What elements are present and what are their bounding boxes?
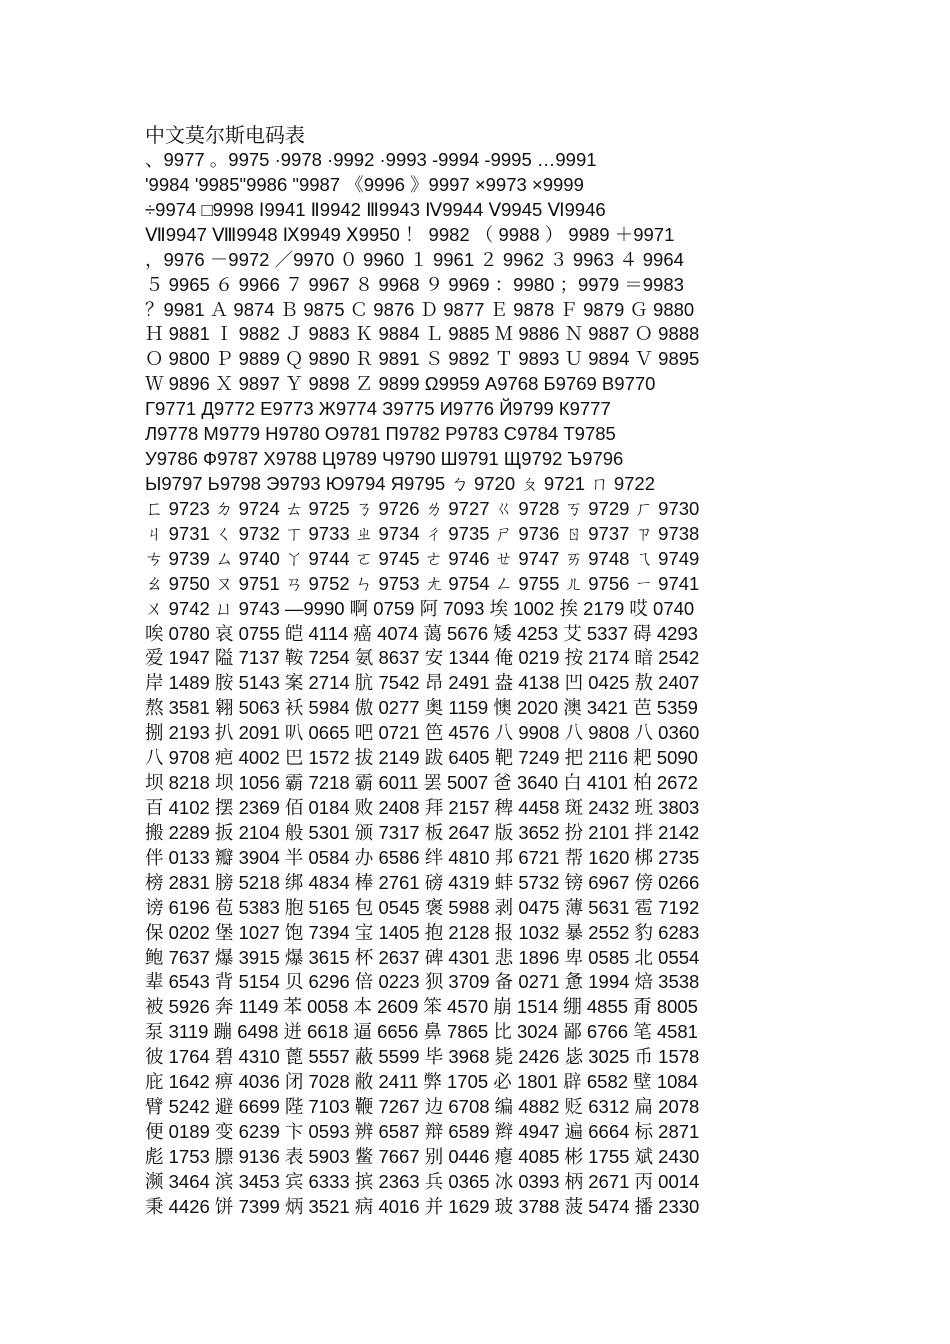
code-table-line: ㄘ 9739 ㄙ 9740 ㄚ 9744 ㄛ 9745 ㄜ 9746 ㄝ 9747 ㄞ 9748 ㄟ 9749 (145, 547, 700, 569)
code-table-line: 便 0189 变 6239 卞 0593 辨 6587 辩 6589 辫 4947 遍 6664 标 2871 (145, 1120, 700, 1142)
code-table-line: 被 5926 奔 1149 苯 0058 本 2609 笨 4570 崩 1514 绷 4855 甭 8005 (145, 996, 698, 1018)
code-table-line: 唉 0780 哀 0755 皑 4114 癌 4074 蔼 5676 矮 4253 艾 5337 碍 4293 (145, 622, 698, 644)
code-table-line: 坝 8218 坝 1056 霸 7218 霸 6011 罢 5007 爸 3640 白 4101 柏 2672 (145, 772, 698, 794)
code-table-line: 伴 0133 瓣 3904 半 0584 办 6586 绊 4810 邦 6721 帮 1620 梆 2735 (145, 846, 700, 868)
code-table-line: Ⅶ9947 Ⅷ9948 Ⅸ9949 Ⅹ9950 ！ 9982 （ 9988 ） 9989 ＋9971 (145, 223, 675, 245)
code-table-line: 谤 6196 苞 5383 胞 5165 包 0545 褒 5988 剥 0475 薄 5631 雹 7192 (145, 896, 700, 918)
code-table-line: 熬 3581 翱 5063 袄 5984 傲 0277 奥 1159 懊 2020 澳 3421 芭 5359 (145, 697, 698, 719)
code-table-line: Ｈ 9881 Ｉ 9882 Ｊ 9883 Ｋ 9884 Ｌ 9885 Ｍ 9886 Ｎ 9887 Ｏ 9888 (145, 323, 700, 345)
code-table-line: 彼 1764 碧 4310 蓖 5557 蔽 5599 毕 3968 毙 2426 毖 3025 币 1578 (145, 1046, 700, 1068)
code-table-line: 秉 4426 饼 7399 炳 3521 病 4016 并 1629 玻 3788 菠 5474 播 2330 (145, 1195, 700, 1217)
code-table-line: ，9976 －9972 ／9970 ０ 9960 １ 9961 ２ 9962 ３ 9963 ４ 9964 (145, 248, 684, 270)
code-table-line: 榜 2831 膀 5218 绑 4834 棒 2761 磅 4319 蚌 5732 镑 6967 傍 0266 (145, 871, 700, 893)
code-table-line: 岸 1489 胺 5143 案 2714 肮 7542 昂 2491 盎 4138 凹 0425 敖 2407 (145, 672, 700, 694)
code-table-line: '9984 '9985"9986 "9987 《9996 》9997 ×9973 ×9999 (145, 173, 584, 195)
code-table-line: ㄈ 9723 ㄉ 9724 ㄊ 9725 ㄋ 9726 ㄌ 9727 ㄍ 9728 ㄎ 9729 ㄏ 9730 (145, 497, 700, 519)
code-table-line: Л9778 М9779 Н9780 О9781 П9782 Р9783 С9784 Т9785 (145, 423, 616, 445)
code-table-line: Ｗ 9896 Ｘ 9897 Ｙ 9898 Ｚ 9899 Ω9959 А9768 Б9769 В9770 (145, 373, 656, 395)
code-table-line: 八 9708 疤 4002 巴 1572 拔 2149 跋 6405 靶 7249 把 2116 耙 5090 (145, 747, 698, 769)
code-table-line: 搬 2289 扳 2104 般 5301 颁 7317 板 2647 版 3652 扮 2101 拌 2142 (145, 821, 700, 843)
code-table-line: ㄨ 9742 ㄩ 9743 —9990 啊 0759 阿 7093 埃 1002 挨 2179 哎 0740 (145, 597, 695, 619)
code-table-line: 庇 1642 痹 4036 闭 7028 敝 2411 弊 1705 必 1801 辟 6582 壁 1084 (145, 1071, 698, 1093)
code-table-line: 臂 5242 避 6699 陛 7103 鞭 7267 边 6708 编 4882 贬 6312 扁 2078 (145, 1096, 700, 1118)
document-page (145, 122, 785, 1220)
code-table-line: Г9771 Д9772 Е9773 Ж9774 З9775 И9776 Й9799 К9777 (145, 398, 611, 420)
code-table-line: У9786 Ф9787 Х9788 Ц9789 Ч9790 Ш9791 Щ9792 Ъ9796 (145, 448, 624, 470)
code-table-line: 鲍 7637 爆 3915 爆 3615 杯 2637 碑 4301 悲 1896 卑 0585 北 0554 (145, 946, 700, 968)
code-table-line: 泵 3119 蹦 6498 迸 6618 逼 6656 鼻 7865 比 3024 鄙 6766 笔 4581 (145, 1021, 698, 1043)
code-table-line: ÷9974 □9998 Ⅰ9941 Ⅱ9942 Ⅲ9943 Ⅳ9944 Ⅴ9945 Ⅵ9946 (145, 198, 606, 220)
code-table (145, 148, 785, 1220)
code-table-line: ㄐ 9731 ㄑ 9732 ㄒ 9733 ㄓ 9734 ㄔ 9735 ㄕ 9736 ㄖ 9737 ㄗ 9738 (145, 522, 700, 544)
code-table-line: ？9981 Ａ 9874 Ｂ 9875 Ｃ 9876 Ｄ 9877 Ｅ 9878 Ｆ 9879 Ｇ 9880 (145, 298, 695, 320)
code-table-line: ５ 9965 ６ 9966 ７ 9967 ８ 9968 ９ 9969 ：9980 ；9979 ＝9983 (145, 273, 684, 295)
code-table-line: 保 0202 堡 1027 饱 7394 宝 1405 抱 2128 报 1032 暴 2552 豹 6283 (145, 921, 700, 943)
code-table-line: 捌 2193 扒 2091 叭 0665 吧 0721 笆 4576 八 9908 八 9808 八 0360 (145, 722, 700, 744)
code-table-line: 辈 6543 背 5154 贝 6296 倍 0223 狈 3709 备 0271 惫 1994 焙 3538 (145, 971, 700, 993)
code-table-line: 、9977 。9975 ·9978 ·9992 ·9993 -9994 -9995 …9991 (145, 149, 597, 170)
code-table-line: Ы9797 Ь9798 Э9793 Ю9794 Я9795 ㄅ 9720 ㄆ 9721 ㄇ 9722 (145, 472, 656, 494)
code-table-line: ㄠ 9750 ㄡ 9751 ㄢ 9752 ㄣ 9753 ㄤ 9754 ㄥ 9755 ㄦ 9756 ㄧ 9741 (145, 572, 700, 594)
code-table-line: 濒 3464 滨 3453 宾 6333 摈 2363 兵 0365 冰 0393 柄 2671 丙 0014 (145, 1170, 700, 1192)
code-table-line: 百 4102 摆 2369 佰 0184 败 2408 拜 2157 稗 4458 斑 2432 班 3803 (145, 796, 700, 818)
code-table-line: 彪 1753 膘 9136 表 5903 鳖 7667 别 0446 瘪 4085 彬 1755 斌 2430 (145, 1145, 700, 1167)
code-table-line: 爱 1947 隘 7137 鞍 7254 氨 8637 安 1344 俺 0219 按 2174 暗 2542 (145, 647, 700, 669)
code-table-line: Ｏ 9800 Ｐ 9889 Ｑ 9890 Ｒ 9891 Ｓ 9892 Ｔ 9893 Ｕ 9894 Ｖ 9895 (145, 348, 700, 370)
page-title: 中文莫尔斯电码表 (145, 123, 305, 147)
